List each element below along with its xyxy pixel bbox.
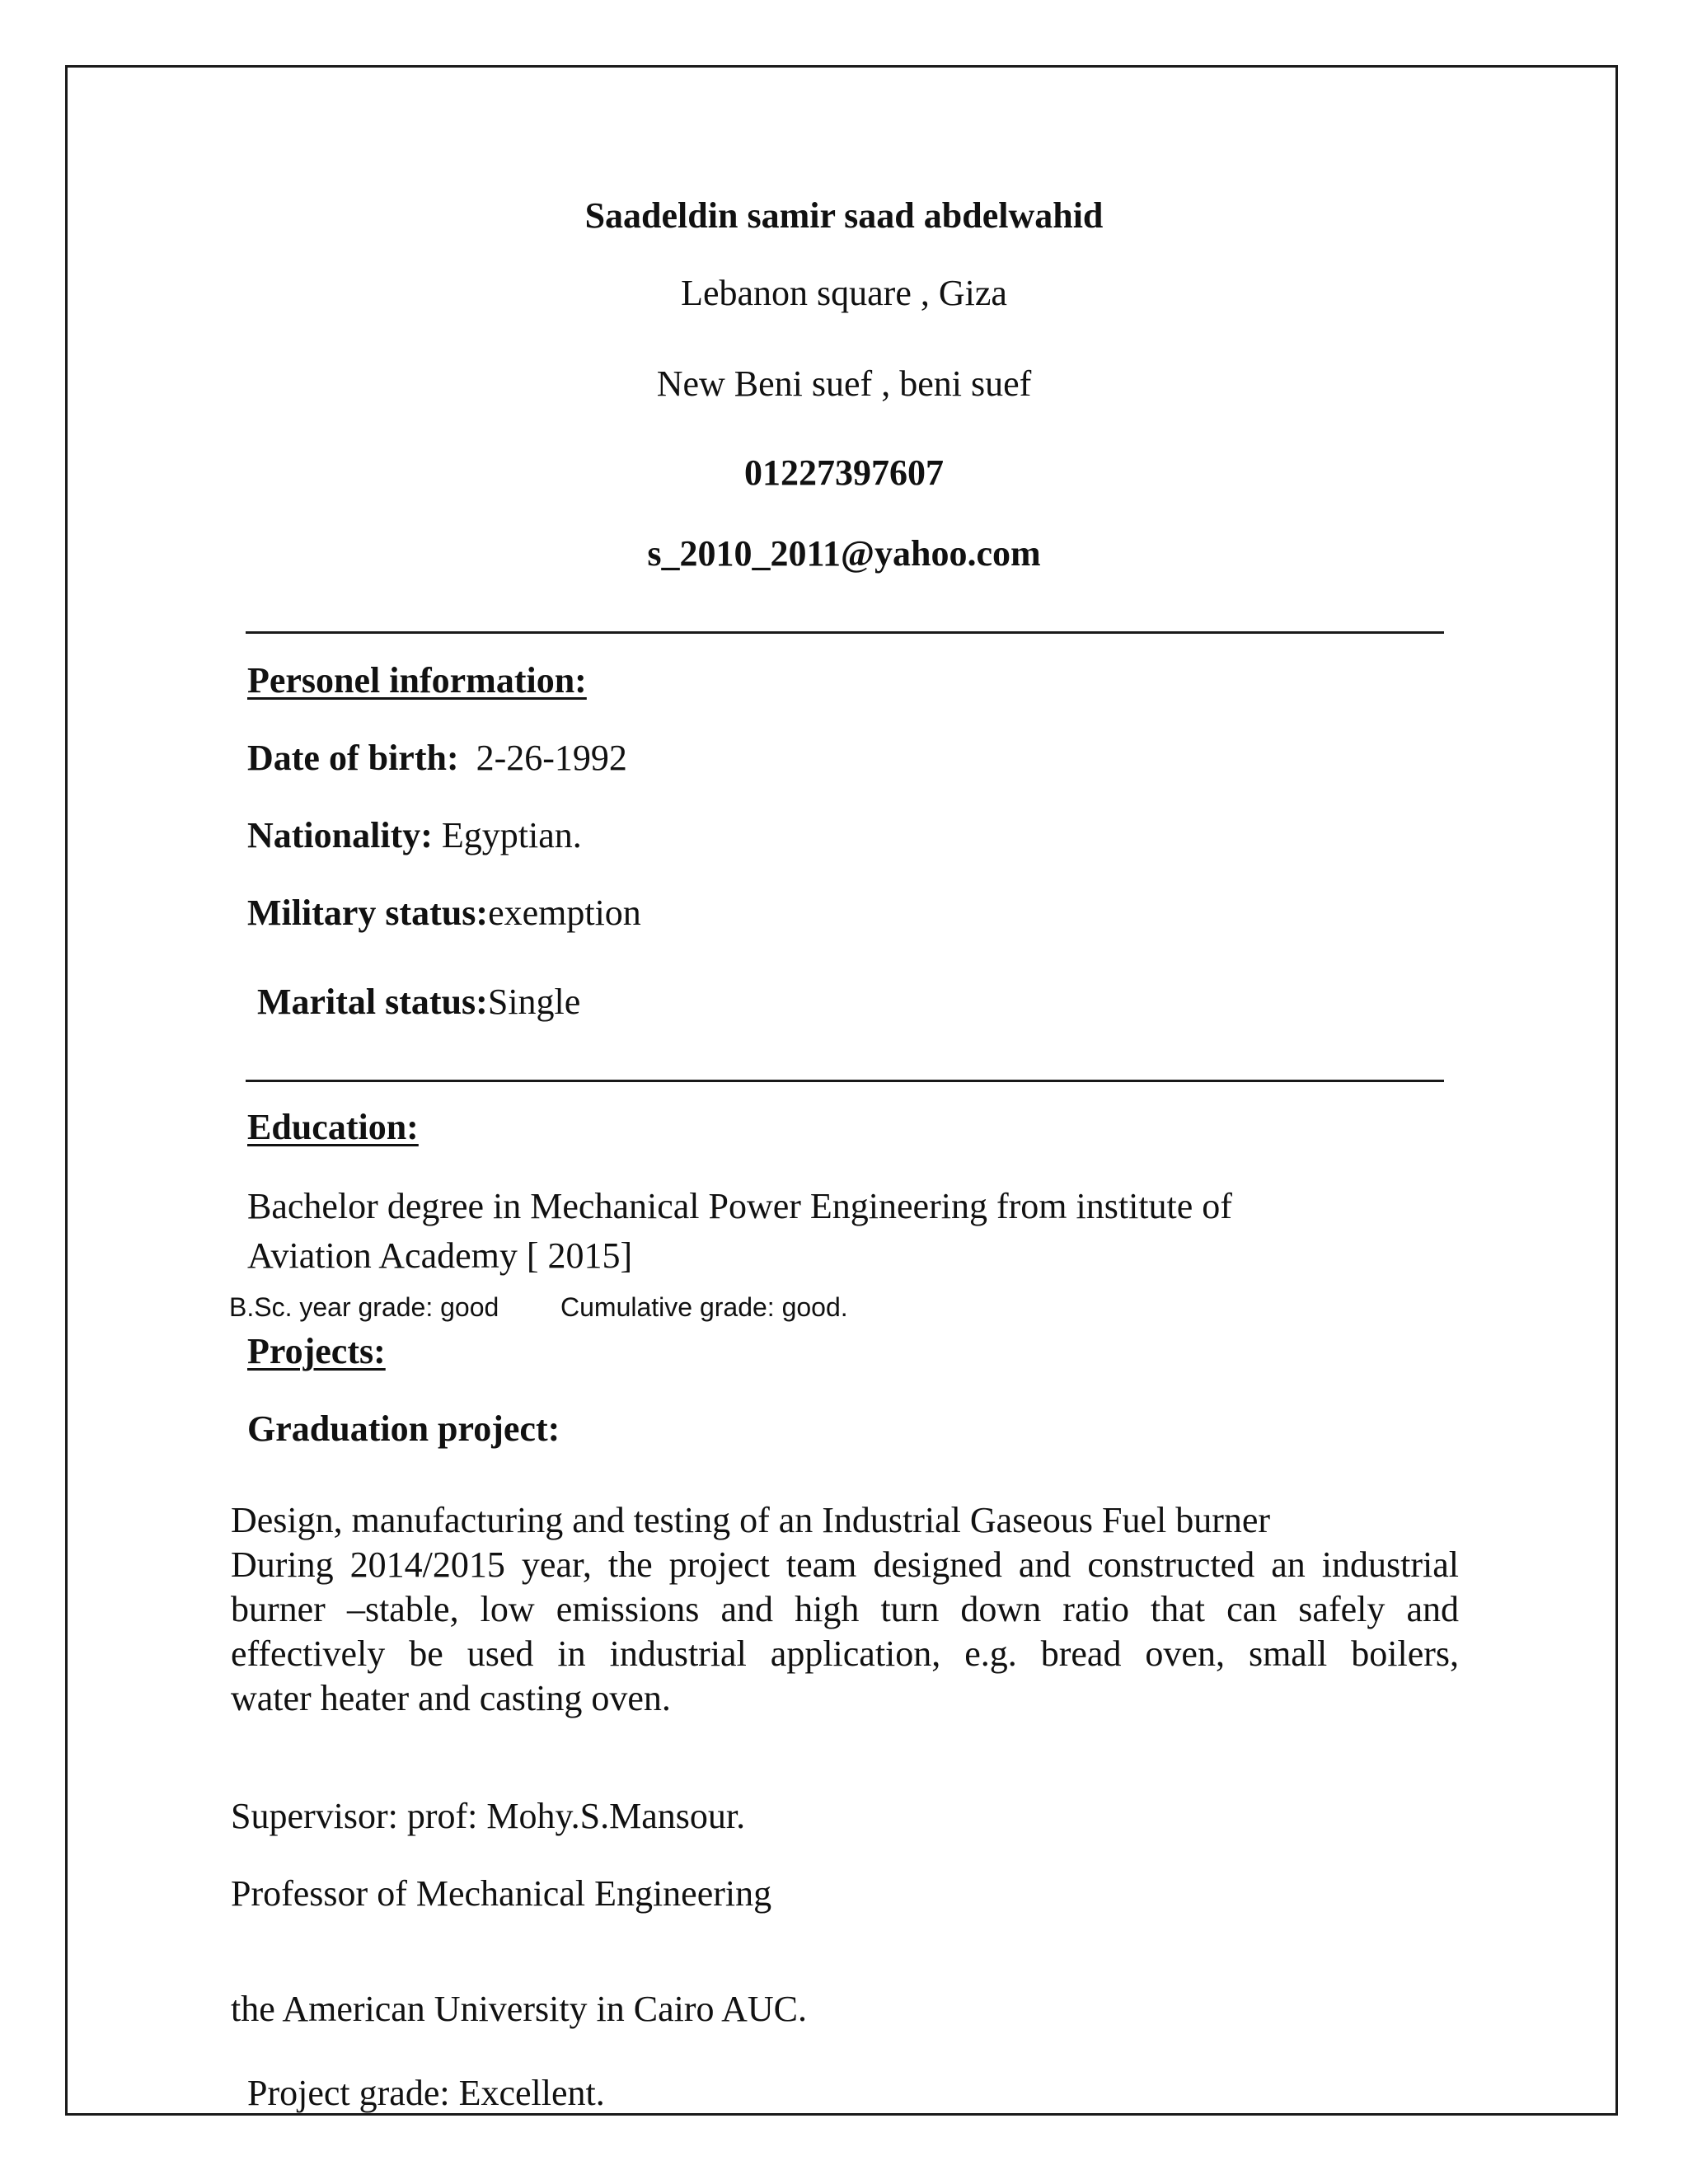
supervisor-title: Professor of Mechanical Engineering: [231, 1873, 772, 1914]
marital-value: Single: [487, 982, 581, 1022]
section-heading-projects: Projects:: [247, 1331, 386, 1371]
project-desc-line: burner –stable, low emissions and high turn down ratio that can safely and: [231, 1589, 1459, 1629]
year-grade: B.Sc. year grade: good: [229, 1292, 499, 1322]
section-heading-education: Education:: [247, 1107, 419, 1147]
divider: [246, 1080, 1444, 1082]
candidate-name: Saadeldin samir saad abdelwahid: [584, 195, 1104, 236]
project-grade: Project grade: Excellent.: [247, 2073, 605, 2113]
dob-row: [247, 740, 627, 776]
divider: [246, 631, 1444, 634]
military-label: Military status:: [247, 893, 489, 933]
dob-label: Date of birth:: [247, 738, 459, 778]
degree-line-2: Aviation Academy [ 2015]: [247, 1235, 633, 1276]
military-value: exemption: [488, 893, 641, 933]
project-description: [231, 1498, 1459, 1721]
section-heading-personal: Personel information:: [247, 660, 587, 701]
supervisor: Supervisor: prof: Mohy.S.Mansour.: [231, 1796, 746, 1836]
nationality-value: Egyptian.: [441, 815, 582, 855]
project-desc-line: During 2014/2015 year, the project team designed and constructed an industrial: [231, 1544, 1459, 1585]
graduation-project-heading: Graduation project:: [247, 1408, 560, 1449]
phone-number: 01227397607: [744, 452, 944, 493]
project-title: Design, manufacturing and testing of an Industrial Gaseous Fuel burner: [231, 1500, 1271, 1540]
marital-row: [257, 984, 580, 1020]
project-desc-line: water heater and casting oven.: [231, 1678, 671, 1718]
address-line-1: Lebanon square , Giza: [681, 273, 1007, 313]
university: the American University in Cairo AUC.: [231, 1989, 807, 2029]
cumulative-grade: Cumulative grade: good.: [560, 1292, 848, 1322]
dob-value: 2-26-1992: [476, 738, 627, 778]
project-desc-line: effectively be used in industrial application, e.g. bread oven, small boilers,: [231, 1633, 1459, 1674]
military-row: [247, 895, 641, 931]
email-address: s_2010_2011@yahoo.com: [647, 533, 1041, 574]
degree-line-1: Bachelor degree in Mechanical Power Engineering from institute of: [247, 1186, 1232, 1226]
marital-label: Marital status:: [257, 982, 488, 1022]
nationality-label: Nationality:: [247, 815, 433, 855]
address-line-2: New Beni suef , beni suef: [656, 363, 1032, 404]
nationality-row: [247, 815, 582, 855]
